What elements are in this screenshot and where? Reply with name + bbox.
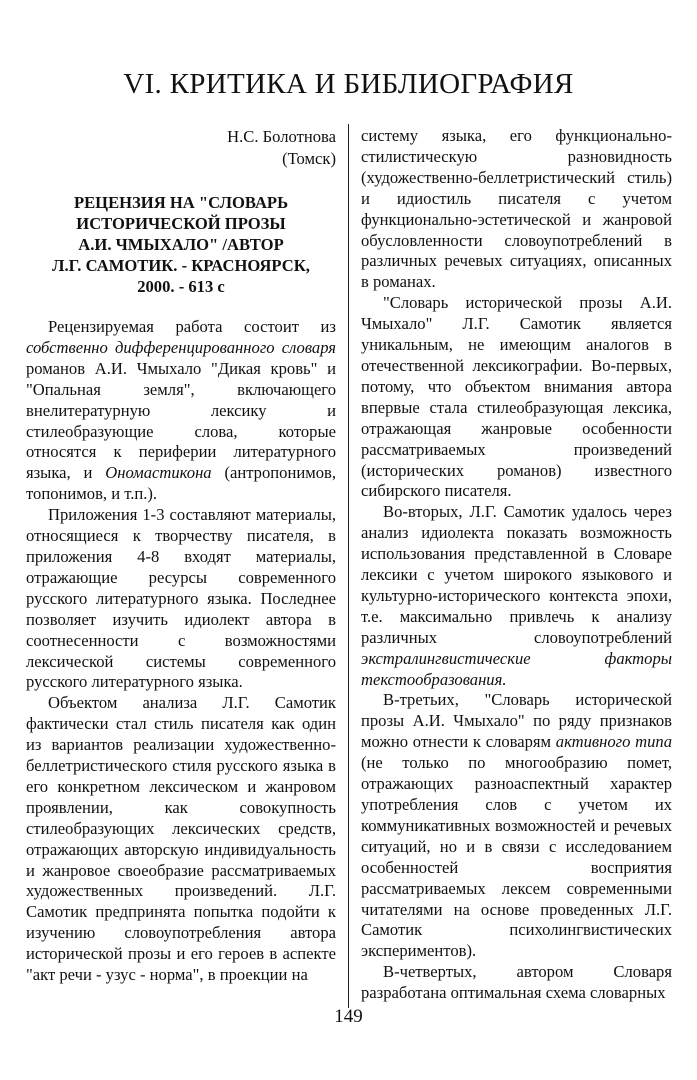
review-title xyxy=(26,192,336,297)
review-title-line: А.И. ЧМЫХАЛО" /АВТОР xyxy=(78,235,284,254)
column-divider xyxy=(348,124,349,1008)
review-title-line: 2000. - 613 с xyxy=(137,277,225,296)
left-column xyxy=(26,126,336,986)
paragraph: Рецензируемая работа состоит из собственно дифференцированного словаря романов А.И. Чмыхало "Дикая кровь" и "Опальная земля", включающего внелитературную лексику и стилеобразующие слова, которые относятся к периферии литературного языка, и Ономастикона (антропонимов, топонимов, и т.п.). xyxy=(26,317,336,504)
author-city: (Томск) xyxy=(282,149,336,168)
paragraph: "Словарь исторической прозы А.И. Чмыхало" Л.Г. Самотик является уникальным, не имеющим аналогов в отечественной лексикографии. Во-первых, потому, что объектом внимания автора впервые стала стилеобразующая лексика, отражающая жанровые особенности рассматриваемых произведений (исторических романов) известного сибирского писателя. xyxy=(361,293,672,501)
author-name: Н.С. Болотнова xyxy=(227,127,336,146)
paragraph: Объектом анализа Л.Г. Самотик фактически стал стиль писателя как один из вариантов реализации художественно-беллетристического стиля русского языка в его конкретном лексическом и жанровом проявлении, как совокупность стилеобразующих лексических средств, отражающих авторскую индивидуальность и жанровое своеобразие рассматриваемых художественных произведений. Л.Г. Самотик предпринята попытка подойти к изучению словоупотребления автора исторической прозы и его героев в аспекте "акт речи - узус - норма", в проекции на xyxy=(26,693,336,985)
author-block xyxy=(26,126,336,170)
paragraph: систему языка, его функционально-стилистическую разновидность (художественно-беллетристический стиль) и идиостиль писателя с учетом функционально-эстетической и жанровой обусловленности словоупотреблений в различных речевых ситуациях, описанных в романах. xyxy=(361,126,672,292)
paragraph: В-третьих, "Словарь исторической прозы А.И. Чмыхало" по ряду признаков можно отнести к словарям активного типа (не только по многообразию помет, отражающих разноаспектный характер употребления слов с учетом их коммуникативных возможностей и речевых ситуаций, но и в связи с исследованием особенностей восприятия рассматриваемых лексем современными читателями на основе проведенных Л.Г. Самотик психолингвистических экспериментов). xyxy=(361,690,672,961)
paragraph: Во-вторых, Л.Г. Самотик удалось через анализ идиолекта показать возможность использования представленной в Словаре лексики с учетом широкого языкового и культурно-исторического контекста эпохи, т.е. максимально привлечь к анализу различных словоупотреблений экстралингвистические факторы текстообразования. xyxy=(361,502,672,689)
section-title: VI. КРИТИКА И БИБЛИОГРАФИЯ xyxy=(123,68,574,100)
page-number: 149 xyxy=(334,1006,363,1027)
paragraph: Приложения 1-3 составляют материалы, относящиеся к творчеству писателя, в приложения 4-8 входят материалы, отражающие ресурсы современного русского литературного языка. Последнее позволяет изучить идиолект автора в соотнесенности с возможностями лексической системы современного русского литературного языка. xyxy=(26,505,336,692)
paragraph: В-четвертых, автором Словаря разработана оптимальная схема словарных xyxy=(361,962,672,1003)
left-body xyxy=(26,317,336,986)
review-title-line: РЕЦЕНЗИЯ НА "СЛОВАРЬ xyxy=(73,193,289,212)
review-title-line: ИСТОРИЧЕСКОЙ ПРОЗЫ xyxy=(76,214,286,233)
right-column xyxy=(361,126,672,1004)
review-title-line: Л.Г. САМОТИК. - КРАСНОЯРСК, xyxy=(52,256,310,275)
